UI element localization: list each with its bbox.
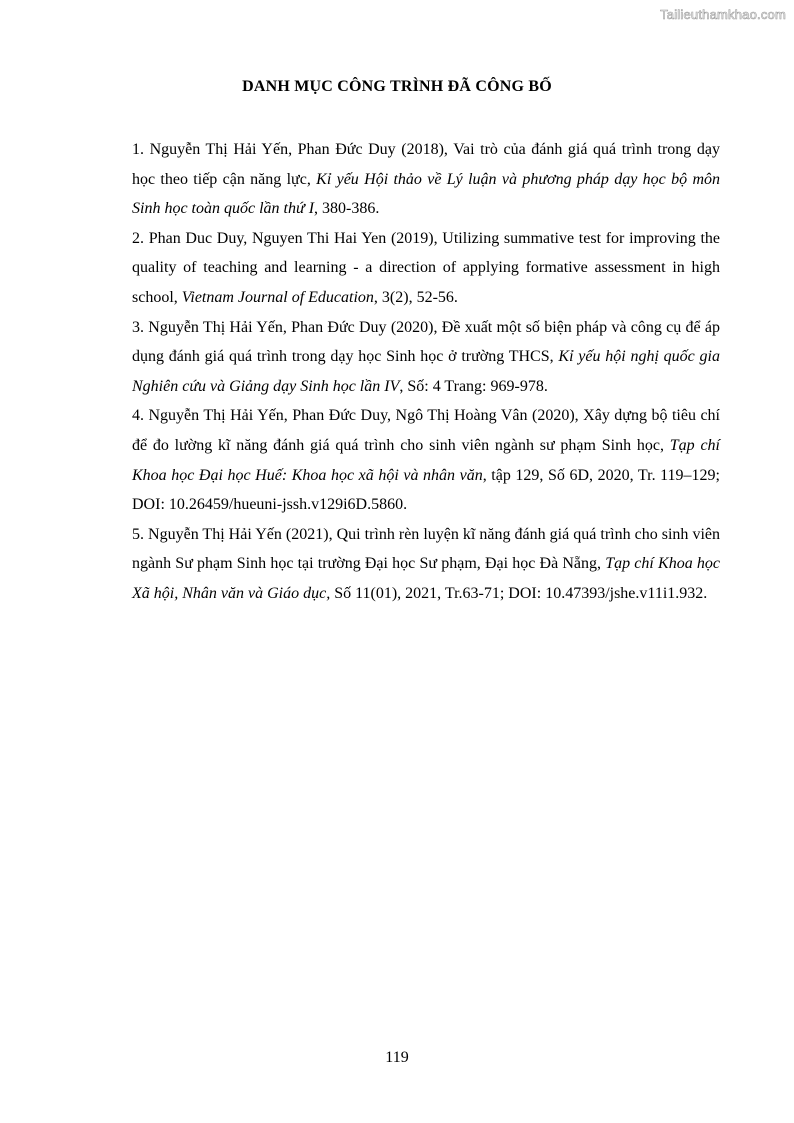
- publication-item-2: [132, 224, 720, 313]
- publication-text: 5. Nguyễn Thị Hải Yến (2021), Qui trình rèn luyện kĩ năng đánh giá quá trình cho sinh viên ngành Sư phạm Sinh học tại trường Đại học Sư phạm, Đại học Đà Nẵng,: [132, 525, 720, 573]
- publication-venue: Kỉ yếu hội nghị quốc gia Nghiên cứu và Giảng dạy Sinh học lần IV: [132, 348, 720, 395]
- page-number: 119: [385, 1049, 409, 1066]
- publication-details: , Số: 4 Trang: 969-978.: [399, 377, 548, 395]
- publication-text: 4. Nguyễn Thị Hải Yến, Phan Đức Duy, Ngô Thị Hoàng Vân (2020), Xây dựng bộ tiêu chí để đo lường kĩ năng đánh giá quá trình cho sinh viên ngành sư phạm Sinh học,: [132, 407, 720, 454]
- publication-details: , 3(2), 52-56.: [373, 288, 458, 306]
- publication-item-4: [132, 401, 720, 519]
- page-title: DANH MỤC CÔNG TRÌNH ĐÃ CÔNG BỐ: [242, 78, 552, 95]
- publication-details: , tập 129, Số 6D, 2020, Tr. 119–129; DOI: 10.26459/hueuni-jssh.v129i6D.5860.: [132, 466, 720, 514]
- publication-venue: Tạp chí Khoa học Xã hội, Nhân văn và Giáo dục,: [132, 555, 720, 602]
- publication-item-3: [132, 313, 720, 402]
- publication-item-5: [132, 520, 720, 609]
- publication-venue: Kỉ yếu Hội thảo về Lý luận và phương pháp dạy học bộ môn Sinh học toàn quốc lần thứ I: [132, 170, 720, 218]
- publication-venue: Tạp chí Khoa học Đại học Huế: Khoa học xã hội và nhân văn: [132, 436, 720, 484]
- publication-text: 3. Nguyễn Thị Hải Yến, Phan Đức Duy (2020), Đề xuất một số biện pháp và công cụ để áp dụng đánh giá quá trình trong dạy học Sinh học ở trường THCS,: [132, 318, 720, 366]
- publication-item-1: [132, 135, 720, 224]
- publication-venue: Vietnam Journal of Education: [181, 288, 374, 306]
- watermark-text: Tailieuthamkhao.com: [660, 7, 786, 22]
- publication-details: , 380-386.: [314, 200, 380, 218]
- publication-text: 1. Nguyễn Thị Hải Yến, Phan Đức Duy (2018), Vai trò của đánh giá quá trình trong dạy học theo tiếp cận năng lực,: [132, 141, 720, 188]
- publication-list: [132, 135, 720, 609]
- publication-text: 2. Phan Duc Duy, Nguyen Thi Hai Yen (2019), Utilizing summative test for improving the quality of teaching and learning - a direction of applying formative assessment in high school,: [132, 229, 720, 306]
- publication-details: Số 11(01), 2021, Tr.63-71; DOI: 10.47393/jshe.v11i1.932.: [330, 584, 708, 602]
